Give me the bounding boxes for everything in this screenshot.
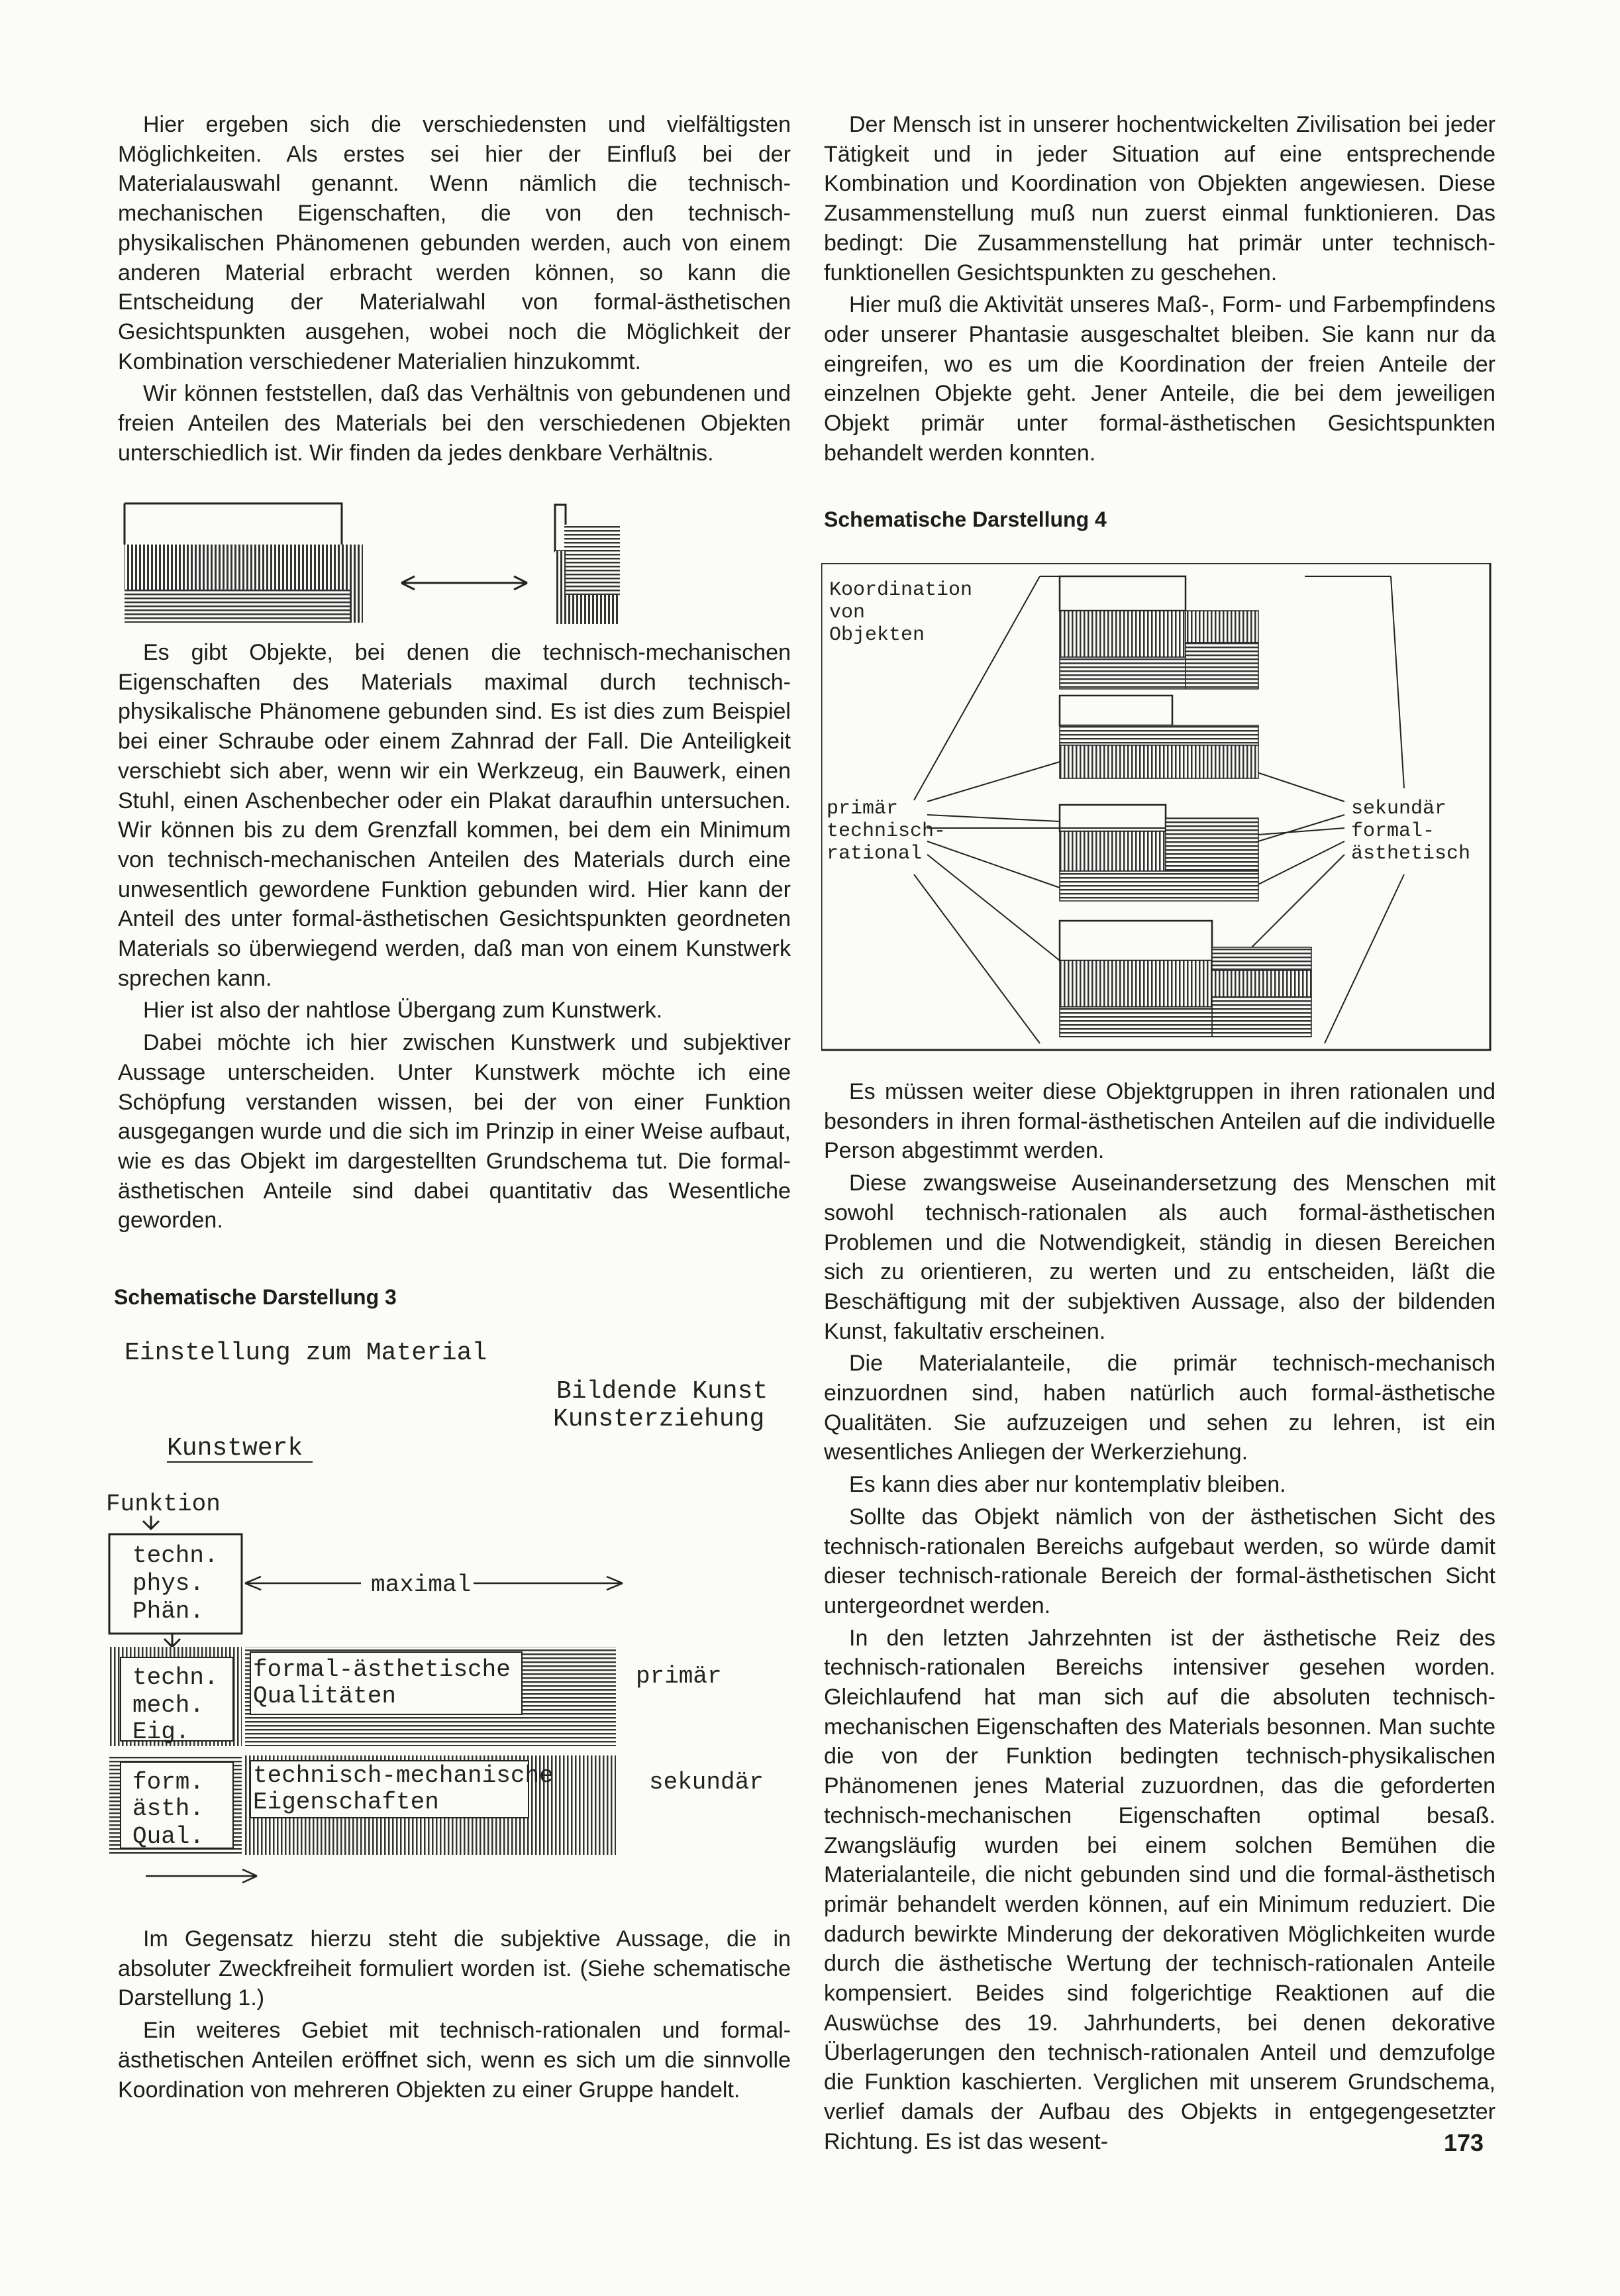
left-column-intro: [118, 110, 791, 468]
s3-formal-2: Qualitäten: [253, 1683, 397, 1710]
paragraph: Dabei möchte ich hier zwischen Kunstwerk und subjektiver Aussage unterscheiden. Unter Kunstwerk möchte ich eine Schöpfung verstanden wissen, bei der von einer Funktion ausgegangen wurde und die sich im Prinzip in einer Weise aufbaut, wie es das Objekt im dargestellten Grundschema tut. Die formal-ästhetischen Anteile sind dabei quantitativ das Wesentliche geworden.: [118, 1030, 791, 1233]
s3-title: Einstellung zum Material: [125, 1339, 487, 1367]
ratio-figure: [123, 498, 620, 631]
paragraph: Wir können feststellen, daß das Verhältnis von gebundenen und freien Anteilen des Materials bei den verschiedenen Objekten unterschiedlich ist. Wir finden da jedes denkbare Verhältnis.: [118, 381, 791, 466]
ratio-block-bound: [125, 503, 363, 623]
s3-bildende-kunst: Bildende Kunst: [556, 1377, 768, 1406]
paragraph: In den letzten Jahrzehnten ist der ästhetische Reiz des technisch-rationalen Bereichs intensiver gesehen worden. Gleichlaufend hat man sich auf die absoluten technisch-mechanischen Eigenschaften des Materials besonnen. Man suchte die von der Funktion bedingten technisch-physikalischen Phänomenen jenes Material zuzuordnen, das die geforderten technisch-mechanischen Eigenschaften optimal besaß. Zwangsläufig wurden bei einem solchen Bemühen die Materialanteile, die nicht gebunden sind und die formal-ästhetisch primär behandelt werden können, auf ein Minimum reduziert. Die dadurch bewirkte Minderung der dekorativen Möglichkeiten wurde durch die ästhetische Wertung der technisch-rationalen Anteile kompensiert. Beides sind folgerichtige Reaktionen auf die Auswüchse des 19. Jahrhunderts, bei denen dekorative Überlagerungen den technisch-rationalen Anteil und demzufolge die Funktion kaschierten. Verglichen mit unserem Grundschema, verlief damals der Aufbau des Objekts in entgegengesetzter Richtung. Es ist das wesent-: [824, 1625, 1495, 2154]
paragraph: Es kann dies aber nur kontemplativ bleiben.: [849, 1472, 1286, 1498]
s3-funktion: Funktion: [106, 1490, 221, 1518]
s3-kunstwerk: Kunstwerk: [167, 1434, 303, 1463]
paragraph: Hier ergeben sich die verschiedensten und vielfältigsten Möglichkeiten. Als erstes sei hier der Einfluß bei der Materialauswahl genannt. Wenn nämlich die technisch-mechanischen Eigenschaften, die von den technisch-physikalischen Phänomenen gebunden werden, auch von einem anderen Material erbracht werden können, so kann die Entscheidung der Materialwahl von formal-ästhetischen Gesichtspunkten ausgehen, wobei noch die Möglichkeit der Kombination verschiedener Materialien hinzukommt.: [118, 112, 791, 374]
s3-form-3: Qual.: [132, 1823, 205, 1850]
paragraph: Sollte das Objekt nämlich von der ästhetischen Sicht des technisch-rationalen Bereichs aufgebaut werden, so würde damit dieser technisch-rationale Bereich der formal-ästhetischen Sicht untergeordnet werden.: [824, 1504, 1495, 1618]
heading-schematic-4: Schematische Darstellung 4: [824, 507, 1107, 531]
heading-schematic-3: Schematische Darstellung 3: [114, 1285, 397, 1309]
s4-koordination-2: von: [829, 601, 866, 624]
paragraph: Im Gegensatz hierzu steht die subjektive Aussage, die in absoluter Zweckfreiheit formuliert worden ist. (Siehe schematische Darstellung 1.): [118, 1926, 791, 2011]
paragraph: Es müssen weiter diese Objektgruppen in ihren rationalen und besonders in ihren formal-ästhetischen Anteilen auf die individuelle Person abgestimmt werden.: [824, 1079, 1495, 1164]
left-column-main: [118, 638, 791, 1235]
s4-primaer-3: rational: [827, 843, 923, 865]
ratio-block-free: [555, 505, 620, 624]
s4-koordination-3: Objekten: [829, 624, 925, 647]
s3-primaer: primär: [636, 1663, 722, 1690]
paragraph: Es gibt Objekte, bei denen die technisch-mechanischen Eigenschaften des Materials maximal durch technisch-physikalische Phänomene gebunden sind. Es ist dies zum Beispiel bei einer Schraube oder einem Zahnrad der Fall. Die Anteiligkeit verschiebt sich aber, wenn wir ein Werkzeug, ein Bauwerk, einen Stuhl, einen Aschenbecher oder ein Plakat daraufhin untersuchen. Wir können bis zu dem Grenzfall kommen, bei dem ein Minimum von technisch-mechanischen Anteilen des Materials durch eine unwesentlich gewordene Funktion gebunden wird. Hier kann der Anteil des unter formal-ästhetischen Gesichtspunkten geordneten Materials so überwiegend werden, daß man von einem Kunstwerk sprechen kann.: [118, 640, 791, 991]
s4-sekundaer-1: sekundär: [1351, 798, 1447, 820]
s4-koordination-1: Koordination: [829, 579, 973, 601]
s4-sekundaer-3: ästhetisch: [1351, 843, 1471, 865]
paragraph: Der Mensch ist in unserer hochentwickelten Zivilisation bei jeder Tätigkeit und in jeder Situation auf eine entsprechende Kombination und Koordination von Objekten angewiesen. Diese Zusammenstellung muß nun zuerst einmal funktionieren. Das bedingt: Die Zusammenstellung hat primär unter technisch-funktionellen Gesichtspunkten zu geschehen.: [824, 112, 1495, 286]
right-column-main: [824, 1077, 1495, 2156]
right-column-intro: [824, 110, 1495, 468]
page-number: 173: [1444, 2129, 1484, 2156]
s3-phys-3: Phän.: [132, 1598, 205, 1625]
s3-phys-2: phys.: [132, 1570, 205, 1597]
paragraph: Hier ist also der nahtlose Übergang zum Kunstwerk.: [143, 998, 663, 1023]
s3-technisch-2: Eigenschaften: [253, 1789, 439, 1816]
s3-kunsterziehung: Kunsterziehung: [553, 1405, 765, 1434]
s3-form-2: ästh.: [132, 1795, 205, 1822]
paragraph: Die Materialanteile, die primär technisch-mechanisch einzuordnen sind, haben natürlich auch formal-ästhetische Qualitäten. Sie aufzuzeigen und sehen zu lehren, ist ein wesentliches Anliegen der Werkerziehung.: [824, 1351, 1495, 1465]
schematic-3: [106, 1331, 795, 1888]
s4-object-1: [1060, 576, 1258, 689]
s4-object-3: [1060, 805, 1258, 901]
s3-formal-1: formal-ästhetische: [253, 1656, 511, 1683]
paragraph: Ein weiteres Gebiet mit technisch-rationalen und formal-ästhetischen Anteilen eröffnet sich, wenn es sich um die sinnvolle Koordination von mehreren Objekten zu einer Gruppe handelt.: [118, 2018, 791, 2103]
s3-mech-1: techn.: [132, 1664, 219, 1691]
s4-primaer-2: technisch-: [827, 820, 946, 843]
s3-form-1: form.: [132, 1769, 205, 1796]
s4-object-4: [1060, 921, 1311, 1037]
s4-object-2: [1060, 696, 1258, 778]
s3-phys-1: techn.: [132, 1542, 219, 1569]
s3-mech-2: mech.: [132, 1692, 205, 1719]
paragraph: Diese zwangsweise Auseinandersetzung des Menschen mit sowohl technisch-rationalen als auch formal-ästhetischen Problemen und die Notwendigkeit, ständig in diesen Bereichen sich zu orientieren, zu werten und zu entscheiden, läßt die Beschäftigung mit der subjektiven Aussage, also der bildenden Kunst, fakultativ erscheinen.: [824, 1171, 1495, 1344]
left-column-end: [118, 1924, 791, 2105]
schematic-4: [821, 563, 1497, 1060]
s4-primaer-1: primär: [827, 798, 899, 820]
s3-sekundaer: sekundär: [649, 1769, 764, 1796]
double-arrow: [401, 576, 527, 590]
paragraph: Hier muß die Aktivität unseres Maß-, Form- und Farbempfindens oder unserer Phantasie ausgeschaltet bleiben. Sie kann nur da eingreifen, wo es um die Koordination der freien Anteile der einzelnen Objekte geht. Jener Anteile, die bei dem jeweiligen Objekt primär unter formal-ästhetischen Gesichtspunkten behandelt werden konnten.: [824, 292, 1495, 466]
s3-technisch-1: technisch-mechanische: [253, 1762, 554, 1789]
s4-sekundaer-2: formal-: [1351, 820, 1435, 843]
s3-mech-3: Eig.: [132, 1718, 190, 1746]
s3-maximal: maximal: [371, 1571, 472, 1598]
